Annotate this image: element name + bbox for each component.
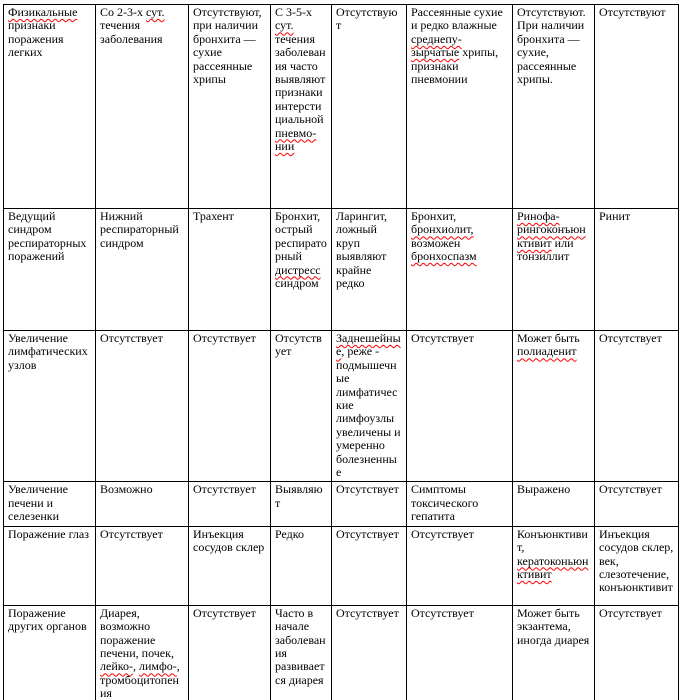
cell-text: Отсутствует	[411, 605, 474, 620]
table-cell	[332, 331, 407, 482]
cell-text: ,	[132, 659, 139, 674]
misspelled-text: бронхоспазм	[411, 249, 477, 264]
cell-text: Выявляют	[275, 482, 323, 510]
cell-text: Отсутствует	[336, 482, 399, 497]
misspelled-text: Физикальные	[8, 5, 78, 19]
table-cell	[271, 209, 332, 331]
table-cell	[513, 5, 595, 209]
table-cell	[189, 331, 271, 482]
cell-text: Диарея, возможно поражение печени, почек,	[100, 605, 174, 660]
cell-text: Трахент	[193, 209, 234, 223]
table-cell	[407, 605, 513, 700]
table-cell	[407, 5, 513, 209]
table-cell	[4, 526, 96, 605]
cell-text: Ринит	[599, 209, 631, 223]
cell-text: течения заболевания часто выявляют признаки интерстициальной	[275, 31, 326, 127]
cell-text: Отсутствует	[599, 482, 662, 497]
table-cell	[96, 482, 189, 526]
cell-text: Может быть экзантема, иногда диарея	[517, 605, 590, 647]
table-cell	[513, 526, 595, 605]
cell-text: Инъекция сосудов склер	[193, 526, 265, 555]
table-cell	[271, 526, 332, 605]
table-cell	[332, 605, 407, 700]
cell-text: возможен	[411, 235, 461, 250]
table-cell	[96, 331, 189, 482]
table-cell	[189, 482, 271, 526]
table-cell	[96, 526, 189, 605]
cell-text: Со 2-3-х	[100, 5, 146, 19]
cell-text: Отсутствует	[599, 605, 662, 620]
cell-text: Отсутствует	[100, 526, 163, 541]
cell-text: Увеличение печени и селезенки	[8, 482, 69, 524]
cell-text: Отсутствует	[411, 331, 474, 345]
table-body	[4, 5, 679, 700]
table-cell	[96, 5, 189, 209]
table-cell	[595, 331, 679, 482]
cell-text: Бронхит, острый респираторный	[275, 209, 327, 264]
table-cell	[332, 209, 407, 331]
table-cell	[189, 605, 271, 700]
cell-text: Выражено	[517, 482, 571, 497]
cell-text: Нижний респираторный синдром	[100, 209, 179, 250]
cell-text: Отсутствует	[336, 526, 399, 541]
cell-text: Отсутствует	[599, 331, 662, 345]
misspelled-text: сут.	[146, 5, 165, 19]
table-cell	[407, 482, 513, 526]
table-cell	[595, 209, 679, 331]
table-cell	[96, 605, 189, 700]
table-row	[4, 482, 679, 526]
misspelled-text: сут.	[275, 18, 294, 33]
cell-text: Ведущий синдром респираторных поражений	[8, 209, 87, 264]
cell-text: Ларингит, ложный круп выявляют крайне редко	[336, 209, 387, 291]
cell-text: Отсутствует	[193, 482, 256, 497]
cell-text: Отсутствуют. При наличии бронхита — сухие, рассеянные хрипы.	[517, 5, 586, 87]
table-cell	[595, 482, 679, 526]
table-row	[4, 526, 679, 605]
cell-text: Поражение других органов	[8, 605, 87, 634]
cell-text: Инъекция сосудов склер, век, слезотечение, конъюнктивит	[599, 526, 674, 595]
misspelled-text: лимфо-	[138, 659, 177, 674]
table-cell	[4, 331, 96, 482]
table-cell	[271, 331, 332, 482]
cell-text: Бронхит,	[411, 209, 457, 223]
cell-text: Отсутствуют	[336, 5, 398, 33]
table-cell	[332, 5, 407, 209]
misspelled-text: среднепу-зырчатые	[411, 31, 462, 60]
table-cell	[96, 209, 189, 331]
cell-text: признаки поражения легких	[8, 18, 64, 60]
misspelled-text: полиаденит	[517, 344, 577, 359]
table-cell	[332, 526, 407, 605]
cell-text: Возможно	[100, 482, 153, 497]
cell-text: Отсутствуют	[599, 5, 666, 19]
table-cell	[513, 482, 595, 526]
cell-text: Поражение глаз	[8, 526, 89, 541]
table-cell	[595, 5, 679, 209]
table-cell	[271, 482, 332, 526]
table-cell	[4, 209, 96, 331]
misspelled-text: дистресс	[275, 262, 321, 277]
table-cell	[271, 5, 332, 209]
cell-text: синдром	[275, 276, 319, 291]
misspelled-text: кератоконьюнктивит	[517, 553, 589, 581]
table-row	[4, 605, 679, 700]
cell-text: или тонзиллит	[517, 235, 574, 264]
cell-text: , реже - подмышечные лимфатические лимфоузлы увеличены и умеренно болезненные	[336, 344, 401, 480]
cell-text: Рассеянные сухие и редко влажные	[411, 5, 503, 33]
table-cell	[407, 209, 513, 331]
table-cell	[332, 482, 407, 526]
table-row	[4, 331, 679, 482]
cell-text: Отсутствует	[275, 331, 322, 359]
cell-text: Конъюнктивит,	[517, 526, 588, 555]
misspelled-text: пневмо-нии	[275, 125, 317, 154]
table-cell	[407, 331, 513, 482]
table-row	[4, 209, 679, 331]
cell-text: Симптомы токсического гепатита	[411, 482, 479, 524]
cell-text: Отсутствует	[193, 605, 256, 620]
table-cell	[513, 605, 595, 700]
table-row	[4, 5, 679, 209]
cell-text: Отсутствует	[411, 526, 474, 541]
table-cell	[4, 482, 96, 526]
table-cell	[513, 331, 595, 482]
differential-diagnosis-table	[3, 4, 679, 700]
misspelled-text: бронхиолит,	[411, 222, 474, 237]
cell-text: течения заболевания	[100, 18, 163, 46]
misspelled-text: Заднешейные	[336, 331, 401, 359]
cell-text: хрипы, признаки пневмонии	[411, 45, 499, 87]
table-cell	[595, 605, 679, 700]
table-cell	[513, 209, 595, 331]
misspelled-text: Ринофа-рингоконъюнктивит	[517, 209, 586, 250]
table-cell	[189, 209, 271, 331]
table-cell	[189, 5, 271, 209]
cell-text: Может быть	[517, 331, 580, 345]
table-cell	[189, 526, 271, 605]
cell-text: С 3-5-х	[275, 5, 312, 19]
cell-text: Отсутствуют, при наличии бронхита — сухие рассеянные хрипы	[193, 5, 262, 87]
cell-text: Отсутствует	[193, 331, 256, 345]
table-cell	[271, 605, 332, 700]
table-cell	[407, 526, 513, 605]
cell-text: , тромбоцитопения	[100, 659, 180, 700]
cell-text: Часто в начале заболевания развивается диарея	[275, 605, 326, 687]
misspelled-text: лейко-	[100, 659, 133, 674]
table-cell	[595, 526, 679, 605]
cell-text: Отсутствует	[336, 605, 399, 620]
cell-text: Редко	[275, 526, 305, 541]
table-cell	[4, 605, 96, 700]
cell-text: Увеличение лимфатических узлов	[8, 331, 88, 372]
cell-text: Отсутствует	[100, 331, 163, 345]
table-cell	[4, 5, 96, 209]
